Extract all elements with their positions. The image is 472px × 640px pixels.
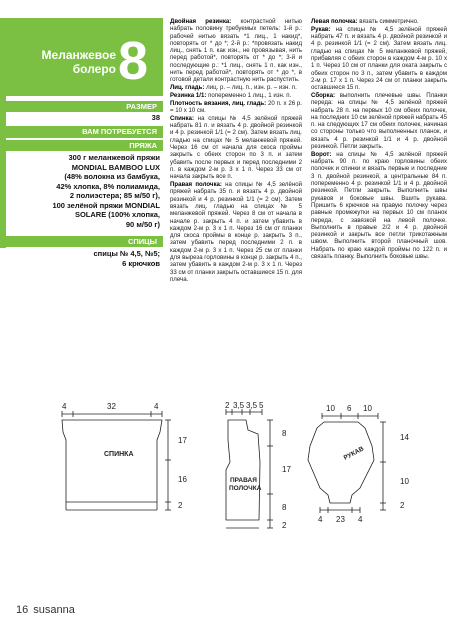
sleeve-bottom-width-1: 4 — [318, 515, 323, 524]
front-width-3: 3,5 — [246, 401, 258, 410]
sleeve-schematic — [308, 413, 386, 513]
back-schematic — [62, 411, 171, 510]
sleeve-top-width-1: 10 — [326, 404, 335, 413]
yarn-heading: ПРЯЖА — [0, 140, 163, 151]
sleeve-top-width-3: 10 — [363, 404, 372, 413]
size-value: 38 — [151, 113, 160, 122]
size-heading: РАЗМЕР — [0, 101, 163, 112]
sleeve-height-2: 10 — [400, 477, 409, 486]
sleeve-label: РУКАВ — [342, 445, 366, 462]
back-height-3: 2 — [178, 501, 183, 510]
instructions-1-paragraph: Резинка 1/1: попеременно 1 лиц., 1 изн. п. — [170, 91, 292, 99]
front-width-4: 5 — [259, 401, 264, 410]
back-width-right: 4 — [154, 402, 159, 411]
brand-name: susanna — [33, 604, 75, 616]
pattern-title: Меланжевое болеро — [41, 48, 116, 76]
instructions-1-paragraph: Двойная резинка: контрастной нитью набрать половину требуемых петель: 1-й р.: рабочей нитью вязать *1 лиц., 1 накид*, повторять от * до *; 2-й р.: *провязать накид лиц., снять 1 п. как изн., не провязывая, нить перед работой*, повторять от * до *; 3-й и последующие р.: *1 лиц., снять 1 п. как изн., нить перед работой*, повторять от * до *, в готовой детали контрастную нить распустить. — [170, 18, 302, 84]
instructions-1-paragraph: Спинка: на спицы № 4,5 зелёной пряжей набрать 81 п. и вязать 4 р. двойной резинкой и 4 р. резинкой 1/1 (= 2 см). Затем вязать лиц. гладью на спицах № 5 меланжевой пряжей. Через 16 см от начала для скоса проймы закрыть с обеих сторон по 3 п. и затем убавить после первых и перед последними 2 п. в каждом 2-м р. 3 х 1 п. Через 33 см от начала закрыть все п. — [170, 114, 302, 181]
sleeve-bottom-width-2: 23 — [336, 515, 345, 524]
front-height-4: 2 — [282, 521, 287, 530]
needles-text: спицы № 4,5, №5; 6 крючков — [93, 249, 160, 268]
sleeve-top-width-2: 6 — [347, 404, 352, 413]
sleeve-height-1: 14 — [400, 433, 409, 442]
front-height-1: 8 — [282, 429, 287, 438]
needed-heading: ВАМ ПОТРЕБУЕТСЯ — [0, 126, 163, 138]
front-height-2: 17 — [282, 465, 291, 474]
instructions-2-paragraph: Ворот: на спицы № 4,5 зелёной пряжей набрать 90 п. по краю горловины обеих полочек и спинки и вязать первые и последние 3 п. двойной резинкой, а центральные 84 п. попеременно 4 р. резинкой 1/1 и 4 р. двойной резинкой. Петли закрыть. Выполнить швы рукавов и боковые швы. Вшить рукава. Пришить 6 крючков на правую полочку через равные промежутки на первых 10 см планок переда, с завязкой на левой полочке. Выполнить в правые 2/2 и 4 р. двойной резинкой и закрыть все петли трикотажным швом. Выполнить второй планочный шов. Набрать по краю каждой проймы по 122 п. и связать планку. Выполнить боковые швы. — [311, 150, 447, 260]
yarn-text: 300 г меланжевой пряжи MONDIAL BAMBOO LUX (48% волокна из бамбука, 42% хлопка, 8% полиамида, 2 полиэстера; 85 м/50 г), 100 зелёной пряжи MONDIAL SOLARE (100% хлопка, 90 м/50 г) — [52, 153, 160, 229]
instructions-1-paragraph: Лиц. гладь: лиц. р. – лиц. п., изн. р. – изн. п. — [170, 84, 297, 92]
front-label-2: ПОЛОЧКА — [229, 485, 262, 492]
instructions-2-paragraph: Левая полочка: вязать симметрично. — [311, 18, 419, 25]
needles-heading: СПИЦЫ — [0, 236, 163, 247]
instructions-2-paragraph: Рукав: на спицы № 4,5 зелёной пряжей набрать 47 п. и вязать 4 р. двойной резинкой и 4 р. резинкой 1/1 (= 2 см). Затем вязать лиц. гладью на спицах № 5 меланжевой пряжей, прибавляя с обеих сторон в каждом 4-м р. 10 х 1 п. Через 10 см от планки для оката закрыть с обеих сторон по 3 п., затем убавить в каждом 2-м р. 17 х 1 п. Через 24 см от планки закрыть оставшиеся 15 п. — [311, 25, 447, 92]
page-footer — [16, 604, 80, 616]
sleeve-height-3: 2 — [400, 501, 405, 510]
page-number: 16 — [16, 604, 29, 616]
instructions-2-paragraph: Сборка: выполнить плечевые швы. Планки переда: на спицы № 4,5 зелёной пряжей набрать 28 п. на первых 10 см обеих полочек, на последних 10 см зелёной пряжей набрать 45 п. на следующих 17 см обеих полочек, начиная со стороны только что выполненных планок, и вязать 4 р. резинкой 1/1 и 4 р. двойной резинкой. Петли закрыть. — [311, 91, 447, 151]
instructions-1-paragraph: Плотность вязания, лиц. гладь: 20 п. х 26 р. = 10 х 10 см. — [170, 99, 302, 115]
front-height-3: 8 — [282, 503, 287, 512]
front-schematic — [226, 409, 273, 528]
front-label-1: ПРАВАЯ — [230, 477, 257, 484]
instructions-1-paragraph: Правая полочка: на спицы № 4,5 зелёной пряжей набрать 35 п. и вязать 4 р. двойной резинкой и 4 р. резинкой 1/1 (= 2 см). Затем вязать лиц. гладью на спицах № 5 меланжевой пряжей. Через 8 см от начала в начале р. закрыть 4 п. и затем убавить в каждом 2-м р. 3 х 1 п. Через 16 см от планки для скоса проймы в конце р. закрыть 3 п., затем убавить перед последними 2 п. в каждом 2-м р. 3 х 1 п. Через 25 см от планки для выреза горловины в конце р. закрыть 4 п., затем убавить в каждом 2-м р. 3 х 1 п. Через 33 см от планки закрыть оставшиеся 15 п. для плеча. — [170, 181, 302, 283]
back-height-2: 16 — [178, 475, 187, 484]
sleeve-bottom-width-3: 4 — [358, 515, 363, 524]
front-width-1: 2 — [225, 401, 230, 410]
front-width-2: 3,5 — [233, 401, 245, 410]
back-height-1: 17 — [178, 436, 187, 445]
back-width-left: 4 — [62, 402, 67, 411]
back-label: СПИНКА — [104, 451, 134, 458]
back-width-mid: 32 — [107, 402, 116, 411]
pattern-number: 8 — [118, 31, 149, 91]
